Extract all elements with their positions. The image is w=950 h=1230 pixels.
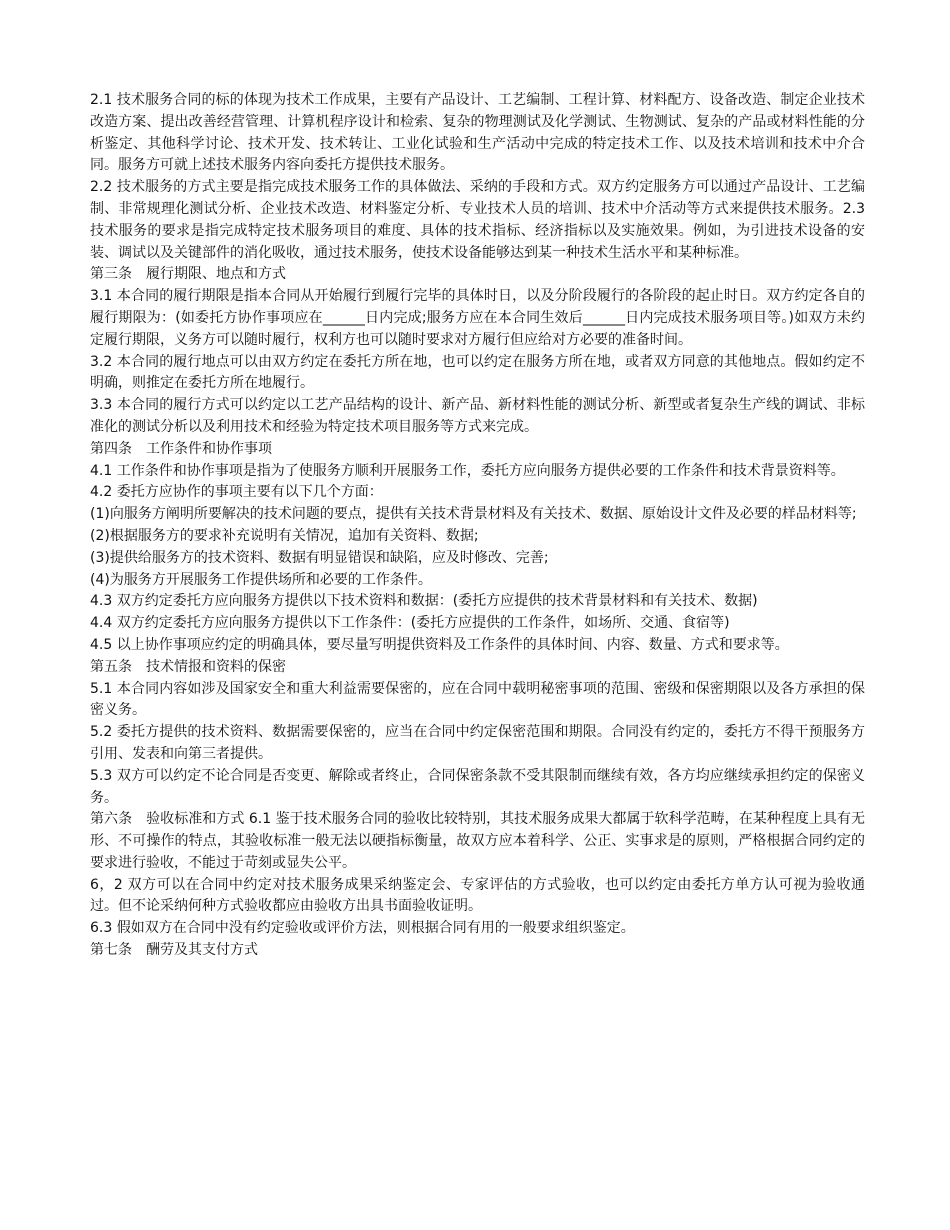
paragraph-4-4: 4.4 双方约定委托方应向服务方提供以下工作条件：(委托方应提供的工作条件，如场所、交通、食宿等) xyxy=(90,615,730,632)
paragraph-4-3: 4.3 双方约定委托方应向服务方提供以下技术资料和数据：(委托方应提供的技术背景材料和有关技术、数据) xyxy=(90,593,758,610)
list-item-1: (1)向服务方阐明所要解决的技术问题的要点，提供有关技术背景材料及有关技术、数据、原始设计文件及必要的样品材料等; xyxy=(90,506,857,523)
paragraph-5-2: 5.2 委托方提供的技术资料、数据需要保密的，应当在合同中约定保密范围和期限。合同没有约定的，委托方不得干预服务方引用、发表和向第三者提供。 xyxy=(90,724,865,762)
document-body xyxy=(90,90,865,962)
paragraph-4-2: 4.2 委托方应协作的事项主要有以下几个方面： xyxy=(90,484,383,501)
section-heading-5: 第五条 技术情报和资料的保密 xyxy=(90,658,286,675)
paragraph-3-1: 3.1 本合同的履行期限是指本合同从开始履行到履行完毕的具体时日，以及分阶段履行的各阶段的起止时日。双方约定各自的履行期限为：(如委托方协作事项应在______日内完成;服务方应在本合同生效后______日内完成技术服务项目等。)如双方未约定履行期限，义务方可以随时履行，权利方也可以随时要求对方履行但应给对方必要的准备时间。 xyxy=(90,288,865,348)
paragraph-5-1: 5.1 本合同内容如涉及国家安全和重大利益需要保密的，应在合同中载明秘密事项的范围、密级和保密期限以及各方承担的保密义务。 xyxy=(90,680,865,719)
list-item-4: (4)为服务方开展服务工作提供场所和必要的工作条件。 xyxy=(90,571,432,588)
list-item-3: (3)提供给服务方的技术资料、数据有明显错误和缺陷，应及时修改、完善; xyxy=(90,549,549,566)
paragraph-6-3: 6.3 假如双方在合同中没有约定验收或评价方法，则根据合同有用的一般要求组织鉴定。 xyxy=(90,920,635,937)
section-heading-4: 第四条 工作条件和协作事项 xyxy=(90,440,272,457)
paragraph-5-3: 5.3 双方可以约定不论合同是否变更、解除或者终止，合同保密条款不受其限制而继续有效，各方均应继续承担约定的保密义务。 xyxy=(90,767,865,806)
paragraph-2-2: 2.2 技术服务的方式主要是指完成技术服务工作的具体做法、采纳的手段和方式。双方约定服务方可以通过产品设计、工艺编制、非常规理化测试分析、企业技术改造、材料鉴定分析、专业技术人员的培训、技术中介活动等方式来提供技术服务。2.3 技术服务的要求是指完成特定技术服务项目的难度、具体的技术指标、经济指标以及实施效果。例如，为引进技术设备的安装、调试以及关键部件的消化吸收，通过技术服务，使技术设备能够达到某一种技术生活水平和某种标准。 xyxy=(90,179,865,261)
section-heading-3: 第三条 履行期限、地点和方式 xyxy=(90,266,286,283)
paragraph-6-2: 6，2 双方可以在合同中约定对技术服务成果采纳鉴定会、专家评估的方式验收，也可以约定由委托方单方认可视为验收通过。但不论采纳何种方式验收都应由验收方出具书面验收证明。 xyxy=(90,876,865,915)
list-item-2: (2)根据服务方的要求补充说明有关情况，追加有关资料、数据; xyxy=(90,527,479,544)
paragraph-2-1: 2.1 技术服务合同的标的体现为技术工作成果，主要有产品设计、工艺编制、工程计算、材料配方、设备改造、制定企业技术改造方案、提出改善经营管理、计算机程序设计和检索、复杂的物理测试及化学测试、生物测试、复杂的产品或材料性能的分析鉴定、其他科学讨论、技术开发、技术转让、工业化试验和生产活动中完成的特定技术工作、以及技术培训和技术中介合同。服务方可就上述技术服务内容向委托方提供技术服务。 xyxy=(90,92,865,174)
paragraph-3-3: 3.3 本合同的履行方式可以约定以工艺产品结构的设计、新产品、新材料性能的测试分析、新型或者复杂生产线的调试、非标准化的测试分析以及利用技术和经验为特定技术项目服务等方式来完成。 xyxy=(90,397,865,435)
section-heading-7: 第七条 酬劳及其支付方式 xyxy=(90,942,258,959)
paragraph-3-2: 3.2 本合同的履行地点可以由双方约定在委托方所在地，也可以约定在服务方所在地，或者双方同意的其他地点。假如约定不明确，则推定在委托方所在地履行。 xyxy=(90,353,865,392)
paragraph-4-5: 4.5 以上协作事项应约定的明确具体，要尽量写明提供资料及工作条件的具体时间、内容、数量、方式和要求等。 xyxy=(90,636,789,653)
paragraph-4-1: 4.1 工作条件和协作事项是指为了使服务方顺利开展服务工作，委托方应向服务方提供必要的工作条件和技术背景资料等。 xyxy=(90,462,845,479)
section-heading-6: 第六条 验收标准和方式 6.1 鉴于技术服务合同的验收比较特别，其技术服务成果大都属于软科学范畴，在某种程度上具有无形、不可操作的特点，其验收标准一般无法以硬指标衡量，故双方应本着科学、公正、实事求是的原则，严格根据合同约定的要求进行验收，不能过于苛刻或显失公平。 xyxy=(90,811,865,871)
